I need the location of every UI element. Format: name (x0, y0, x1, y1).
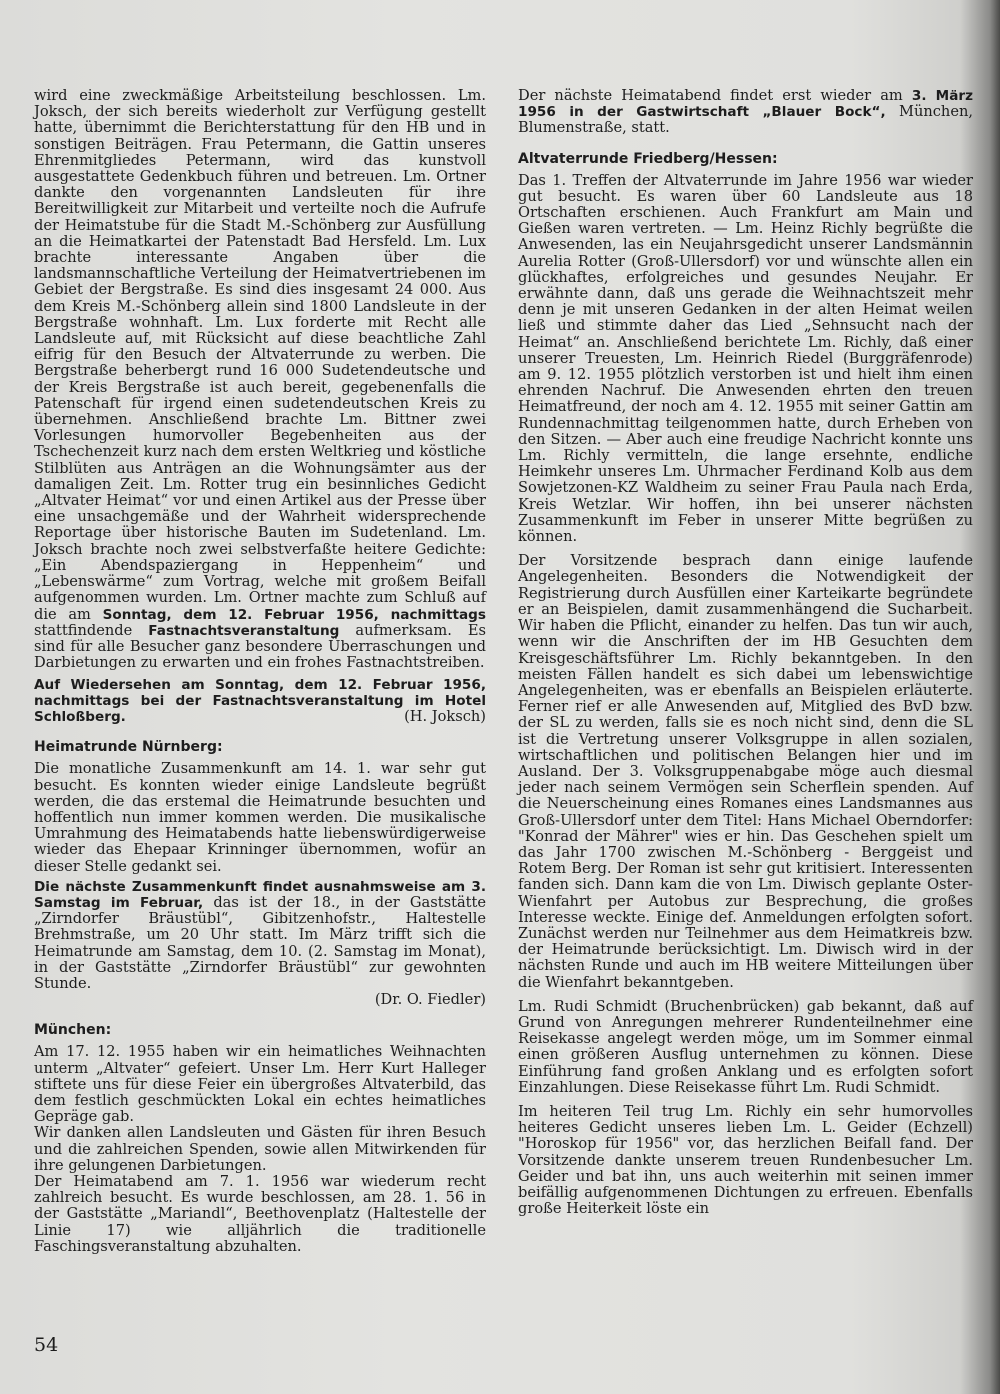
bold-date: Sonntag, dem 12. Februar 1956, nachmittags (102, 606, 487, 623)
paragraph: Wir danken allen Landsleuten und Gästen für ihren Besuch und die zahlreichen Spenden, sowie allen Mitwirkenden für ihre gelungenen Darbietungen. (34, 1124, 486, 1174)
paragraph: Die monatliche Zusammenkunft am 14. 1. war sehr gut besucht. Es konnten wieder einige Landsleute begrüßt werden, die das erstemal die Heimatrunde besuchten und hoffentlich nun immer kommen werden. Die musikalische Umrahmung des Heimatabends hatte liebenswürdigerweise wieder das Ehepaar Krinninger übernommen, wofür an dieser Stelle gedankt sei. (34, 760, 486, 875)
heading-friedberg: Altvaterrunde Friedberg/Hessen: (518, 150, 778, 167)
heading-nuernberg: Heimatrunde Nürnberg: (34, 739, 223, 756)
paragraph: Im heiteren Teil trug Lm. Richly ein sehr humorvolles heiteres Gedicht unseres lieben Lm. L. Geider (Echzell) "Horoskop für 1956" vor, das herzlichen Beifall fand. Der Vorsitzende dankte unserem treuen Rundenbesucher Lm. Geider und bat ihn, uns auch weiterhin mit seinen immer beifällig aufgenommenen Dichtungen zu erfreuen. Ebenfalls große Heiterkeit löste ein (518, 1102, 973, 1218)
right-column (518, 88, 973, 1217)
bold-venue: 3. März 1956 in der Gastwirtschaft „Blauer Bock“, (518, 88, 974, 121)
heading-muenchen: München: (34, 1022, 112, 1039)
paragraph: wird eine zweckmäßige Arbeitsteilung beschlossen. Lm. Joksch, der sich bereits wiederholt zur Verfügung gestellt hatte, übernimmt die Berichterstattung für den HB und in sonstigen Beiträgen. Frau Petermann, die Gattin unseres Ehrenmitgliedes Petermann, wird das kunstvoll ausgestattete Gedenkbuch führen und betreuen. Lm. Ortner dankte den vorgenannten Landsleuten für ihre Bereitwilligkeit zur Mitarbeit und verteilte noch die Aufrufe der Heimatstube für die Stadt M.-Schönberg zur Ausfüllung an die Heimatkartei der Patenstadt Bad Hersfeld. Lm. Lux brachte interessante Angaben über die landsmannschaftliche Verteilung der Heimatvertriebenen im Gebiet der Bergstraße. Es sind dies insgesamt 24 000. Aus dem Kreis M.-Schönberg allein sind 1800 Landsleute in der Bergstraße wohnhaft. Lm. Lux forderte mit Recht alle Landsleute auf, mit Rücksicht auf diese beachtliche Zahl eifrig für den Besuch der Altvaterrunde zu werben. Die Bergstraße beherbergt rund 16 000 Sudetendeutsche und der Kreis Bergstraße ist auch bereit, gegebenenfalls die Patenschaft für irgend einen sudetendeutschen Kreis zu übernehmen. Anschließend brachte Lm. Bittner zwei Vorlesungen humorvoller Begebenheiten aus der Tschechenzeit kurz nach dem ersten Weltkrieg und köstliche Stilblüten aus Anträgen an die Wohnungsämter aus der damaligen Zeit. Lm. Rotter trug ein besinnliches Gedicht „Altvater Heimat“ vor und einen Artikel aus der Presse über eine unsachgemäße und der Wahrheit widersprechende Reportage über historische Bauten im Sudetenland. Lm. Joksch brachte noch zwei selbstverfaßte heitere Gedichte: „Ein Abendspaziergang in Heppenheim“ und „Lebenswärme“ zum Vortrag, welche mit großem Beifall aufgenommen wurden. Lm. Ortner machte zum Schluß auf die am Sonntag, dem 12. Februar 1956, nachmittags stattfindende Fastnachtsveranstaltung aufmerksam. Es sind für alle Besucher ganz besondere Überraschungen und Darbietungen zu erwarten und ein frohes Fastnachtstreiben. (34, 87, 487, 672)
bold-event: Fastnachtsveranstaltung (148, 622, 340, 639)
paragraph: Lm. Rudi Schmidt (Bruchenbrücken) gab bekannt, daß auf Grund von Anregungen mehrerer Rundenteilnehmer eine Reisekasse angelegt werden möge, um im Sommer einmal einen größeren Ausflug unternehmen zu können. Diese Einführung fand großen Anklang und es erfolgten sofort Einzahlungen. Diese Reisekasse führt Lm. Rudi Schmidt. (518, 997, 973, 1096)
paragraph: Der Vorsitzende besprach dann einige laufende Angelegenheiten. Besonders die Notwendigkeit der Registrierung durch Ausfüllen einer Karteikarte begründete er an Beispielen, damit zusammenhängend die Sucharbeit. Wir haben die Pflicht, einander zu helfen. Das tun wir auch, wenn wir die Anschriften der im HB Gesuchten dem Kreisgeschäftsführer Lm. Richly bekanntgeben. In den meisten Fällen handelt es sich dabei um lebenswichtige Angelegenheiten, was er ebenfalls an Beispielen erläuterte. Ferner rief er alle Anwesenden auf, Mitglied des BvD bzw. der SL zu werden, falls sie es noch nicht sind, denn die SL ist die Vertretung unserer Volksgruppe in allen sozialen, wirtschaftlichen und politischen Belangen hier und im Ausland. Der 3. Volksgruppenabgabe möge auch diesmal jeder nach seinem Vermögen sein Scherflein spenden. Auf die Neuerscheinung eines Romanes eines Landsmannes aus Groß-Ullersdorf unter dem Titel: Hans Michael Oberndorfer: "Konrad der Mährer" wies er hin. Das Geschehen spielt um das Jahr 1700 zwischen M.-Schönberg - Berggeist und Rotem Berg. Der Roman ist sehr gut kritisiert. Interessenten fanden sich. Dann kam die von Lm. Diwisch geplante Oster-Wienfahrt per Autobus zur Besprechung, die großes Interesse weckte. Einige def. Anmeldungen erfolgten sofort. Zunächst werden nur Teilnehmer aus dem Heimatkreis bzw. der Heimatrunde berücksichtigt. Lm. Diwisch wird in der nächsten Runde und auch im HB weitere Mitteilungen über die Wienfahrt bekanntgeben. (518, 552, 973, 991)
left-column (34, 88, 486, 1255)
signature-joksch: (H. Joksch) (404, 708, 486, 726)
paragraph: Das 1. Treffen der Altvaterrunde im Jahre 1956 war wieder gut besucht. Es waren über 60 Landsleute aus 18 Ortschaften erschienen. Auch Frankfurt am Main und Gießen waren vertreten. — Lm. Heinz Richly begrüßte die Anwesenden, las ein Neujahrsgedicht unserer Landsmännin Aurelia Rotter (Groß-Ullersdorf) vor und wünschte allen ein glückhaftes, erfolgreiches und gesundes Neujahr. Er erwähnte dann, daß uns gerade die Weihnachtszeit mehr denn je mit unseren Gedanken in der alten Heimat weilen ließ und stimmte daher das Lied „Sehnsucht nach der Heimat“ an. Anschließend berichtete Lm. Richly, daß einer unserer Treuesten, Lm. Heinrich Riedel (Burggräfenrode) am 9. 12. 1955 plötzlich verstorben ist und hielt ihm einen ehrenden Nachruf. Die Anwesenden ehrten den treuen Heimatfreund, der noch am 4. 12. 1955 mit seiner Gattin am Rundennachmittag teilgenommen hatte, durch Erheben von den Sitzen. — Aber auch eine freudige Nachricht konnte uns Lm. Richly vermitteln, die lange ersehnte, endliche Heimkehr unseres Lm. Uhrmacher Ferdinand Kolb aus dem Sowjetzonen-KZ Waldheim zu seiner Frau Paula nach Erda, Kreis Wetzlar. Wir hoffen, ihn bei unserer nächsten Zusammenkunft im Feber in unserer Mitte begrüßen zu können. (518, 171, 973, 546)
paragraph: Am 17. 12. 1955 haben wir ein heimatliches Weihnachten unterm „Altvater“ gefeiert. Unser Lm. Herr Kurt Halleger stiftete uns für diese Feier ein übergroßes Altvaterbild, das dem festlich geschmückten Lokal ein echtes heimatliches Gepräge gab. (34, 1043, 486, 1126)
signature-fiedler: (Dr. O. Fiedler) (374, 991, 486, 1009)
bold-notice: Auf Wiedersehen am Sonntag, dem 12. Februar 1956, nachmittags bei der Fastnachtsveranstaltung im Hotel Schloßberg. (H. Joksch) (34, 677, 486, 726)
bold-meeting: Die nächste Zusammenkunft findet ausnahmsweise am 3. Samstag im Februar, (34, 878, 486, 911)
page-number: 54 (34, 1334, 59, 1356)
paragraph: Der Heimatabend am 7. 1. 1956 war wiederum recht zahlreich besucht. Es wurde beschlossen, am 28. 1. 56 in der Gaststätte „Mariandl“, Beethovenplatz (Haltestelle der Linie 17) wie alljährlich die traditionelle Faschingsveranstaltung abzuhalten. (34, 1172, 486, 1255)
paragraph: Der nächste Heimatabend findet erst wieder am 3. März 1956 in der Gastwirtschaft „Blauer Bock“, München, Blumenstraße, statt. (518, 87, 974, 137)
paragraph: Die nächste Zusammenkunft findet ausnahmsweise am 3. Samstag im Februar, das ist der 18., in der Gaststätte „Zirndorfer Bräustübl“, Gibitzenhofstr., Haltestelle Brehmstraße, um 20 Uhr statt. Im März trifft sich die Heimatrunde am Samstag, dem 10. (2. Samstag im Monat), in der Gaststätte „Zirndorfer Bräustübl“ zur gewohnten Stunde. (34, 878, 487, 992)
